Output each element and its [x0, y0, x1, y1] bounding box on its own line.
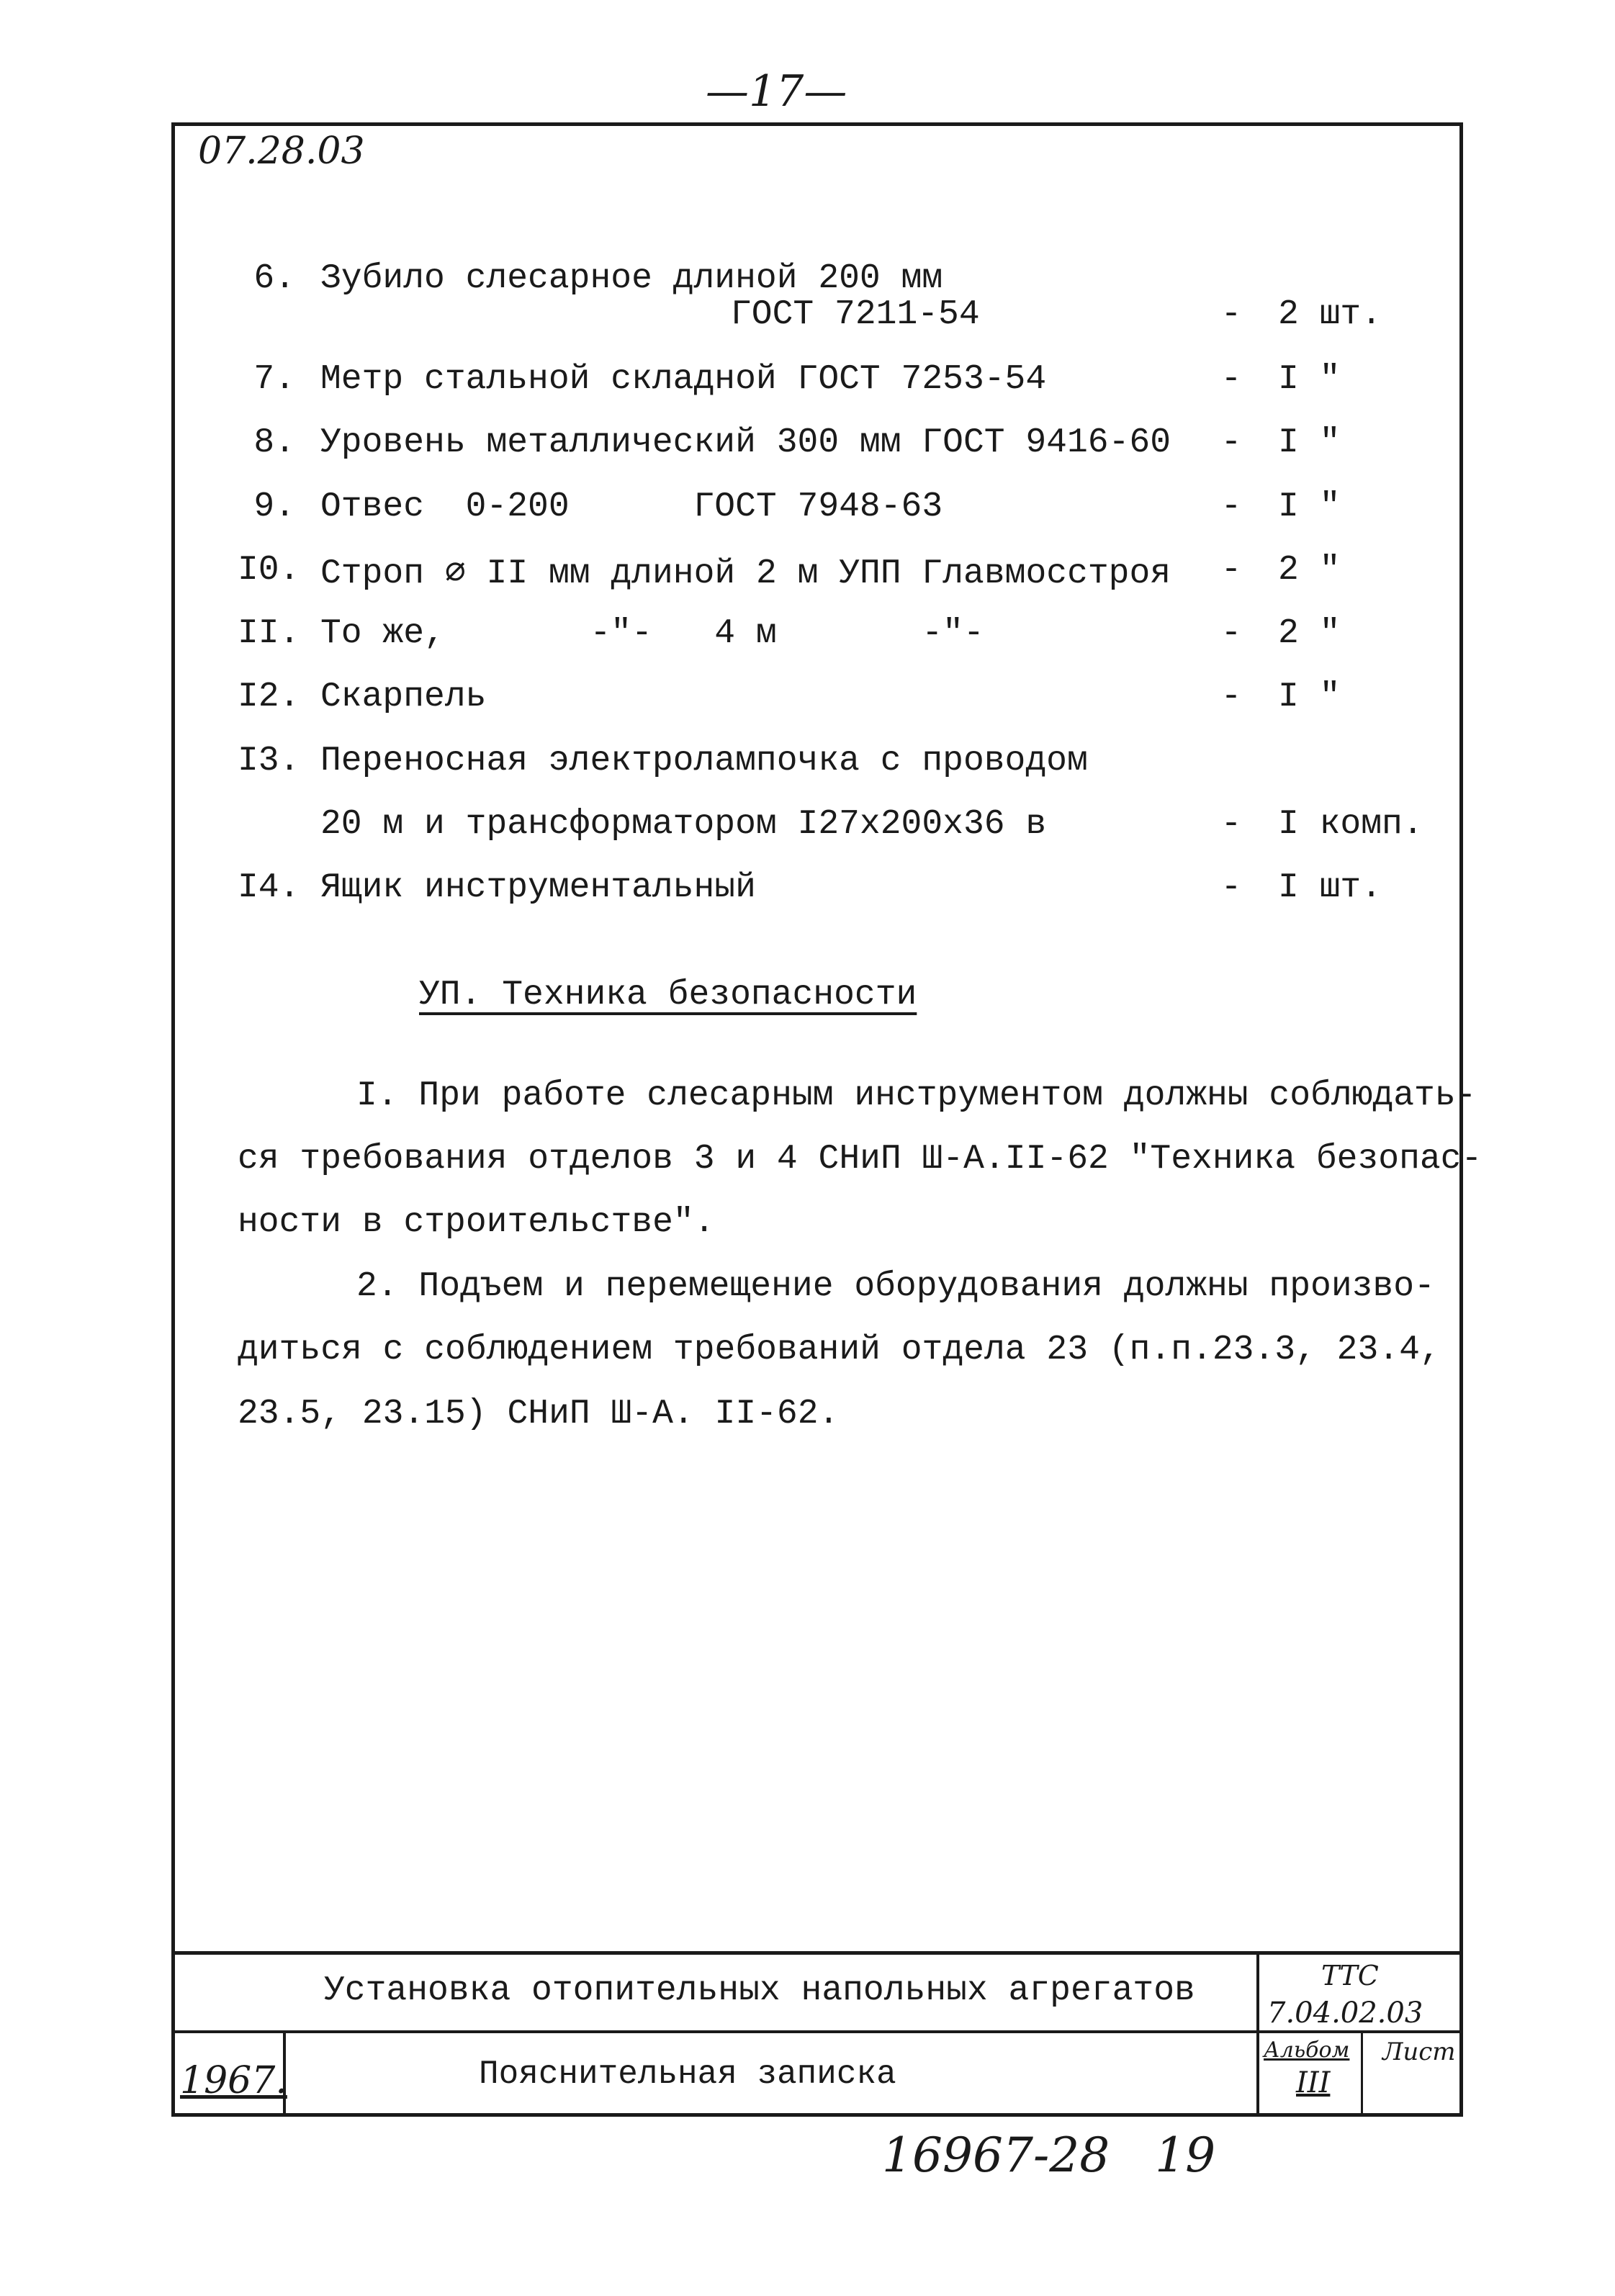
paragraph-line: I. При работе слесарным инструментом должны соблюдать- [356, 1076, 1477, 1115]
paragraph-line: диться с соблюдением требований отдела 23 (п.п.23.3, 23.4, [238, 1331, 1441, 1369]
item-number: II. [238, 614, 300, 653]
item-dash: - [1220, 614, 1242, 653]
item-dash: - [1220, 295, 1242, 334]
title-block-code-line1: ТТС [1321, 1960, 1379, 1991]
item-quantity: 2 " [1278, 551, 1341, 590]
item-number: I3. [238, 742, 300, 780]
title-block-top-rule [171, 1951, 1463, 1955]
item-text-continued: 20 м и трансформатором I27х200х36 в [320, 805, 1047, 844]
title-block-middle-rule [171, 2030, 1463, 2033]
footer-number: 16967-28 19 [882, 2128, 1216, 2183]
item-text: Ящик инструментальный [320, 868, 756, 907]
item-number: 9. [253, 487, 295, 526]
item-text: То же, -"- 4 м -"- [320, 614, 984, 653]
title-block-subtitle: Пояснительная записка [479, 2056, 896, 2093]
item-quantity: I " [1278, 360, 1341, 399]
paragraph-line: 23.5, 23.15) СНиП Ш-А. II-62. [238, 1395, 840, 1433]
page-number: —17— [706, 66, 847, 117]
item-quantity: I шт. [1278, 868, 1382, 907]
item-text-continued: ГОСТ 7211-54 [731, 295, 980, 334]
album-value: III [1296, 2066, 1331, 2099]
item-number: I0. [238, 551, 300, 590]
item-text: Переносная электролампочка с проводом [320, 742, 1088, 780]
item-number: 7. [253, 360, 295, 399]
item-dash: - [1220, 868, 1242, 907]
item-quantity: 2 шт. [1278, 295, 1382, 334]
item-dash: - [1220, 423, 1242, 462]
document-code: 07.28.03 [198, 130, 365, 173]
item-number: 8. [253, 423, 295, 462]
item-quantity: I " [1278, 423, 1341, 462]
title-block-title: Установка отопительных напольных агрегатов [324, 1971, 1195, 2010]
item-text: Скарпель [320, 677, 487, 716]
title-block-code-line2: 7.04.02.03 [1267, 1996, 1423, 2030]
item-dash: - [1220, 551, 1242, 590]
title-block-divider [1256, 1951, 1259, 2117]
item-number: I4. [238, 868, 300, 907]
paragraph-line: ся требования отделов 3 и 4 СНиП Ш-А.II-62 "Техника безопас- [238, 1140, 1483, 1179]
item-quantity: 2 " [1278, 614, 1341, 653]
item-dash: - [1220, 805, 1242, 844]
item-text: Метр стальной складной ГОСТ 7253-54 [320, 360, 1047, 399]
paragraph-line: ности в строительстве". [238, 1203, 715, 1242]
section-heading: УП. Техника безопасности [419, 976, 917, 1014]
item-number: I2. [238, 677, 300, 716]
item-dash: - [1220, 487, 1242, 526]
inventory-number: 1967. [180, 2059, 287, 2102]
item-number: 6. [253, 259, 295, 298]
item-quantity: I " [1278, 487, 1341, 526]
item-quantity: I комп. [1278, 805, 1423, 844]
drawing-frame [171, 122, 1463, 2117]
paragraph-line: 2. Подъем и перемещение оборудования должны произво- [356, 1267, 1435, 1306]
album-label: Альбом [1264, 2038, 1350, 2063]
item-quantity: I " [1278, 677, 1341, 716]
item-dash: - [1220, 677, 1242, 716]
item-text: Уровень металлический 300 мм ГОСТ 9416-60 [320, 423, 1171, 462]
item-text: Отвес 0-200 ГОСТ 7948-63 [320, 487, 943, 526]
title-block-sheet-divider [1361, 2030, 1363, 2117]
item-text: Зубило слесарное длиной 200 мм [320, 259, 943, 298]
item-dash: - [1220, 360, 1242, 399]
item-text: Строп ∅ II мм длиной 2 м УПП Главмосстроя [320, 554, 1171, 593]
sheet-label: Лист [1382, 2038, 1456, 2066]
